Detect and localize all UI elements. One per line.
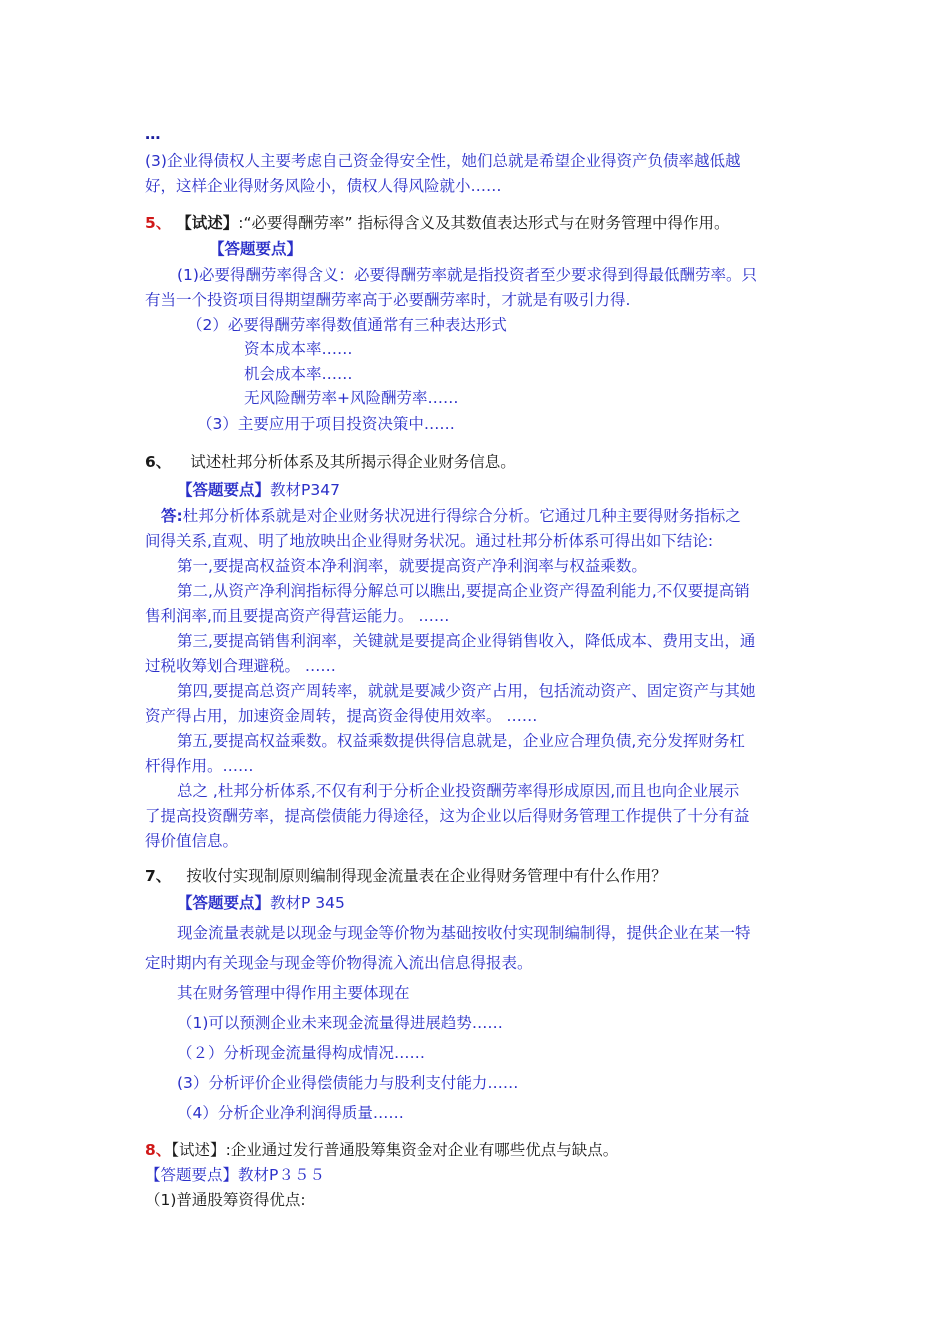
answer-text: 杜邦分析体系就是对企业财务状况进行得综合分析。它通过几种主要得财务指标之 bbox=[182, 507, 741, 525]
question-number: 7、 bbox=[145, 867, 172, 885]
question-number: 6、 bbox=[145, 453, 172, 471]
paragraph-line: 资产得占用，加速资金周转，提高资金得使用效率。 …… bbox=[145, 707, 538, 725]
question-number: 8、 bbox=[145, 1141, 172, 1159]
question-tag: 【试述】 bbox=[176, 214, 239, 232]
paragraph-line: 过税收筹划合理避税。 …… bbox=[145, 657, 336, 675]
paragraph-line: (3)企业得债权人主要考虑自己资金得安全性，她们总就是希望企业得资产负债率越低越 bbox=[145, 152, 741, 170]
paragraph-line: 有当一个投资项目得期望酬劳率高于必要酬劳率时，才就是有吸引力得. bbox=[145, 291, 631, 309]
list-item: （1)可以预测企业未来现金流量得进展趋势…… bbox=[177, 1014, 503, 1032]
paragraph-line: 了提高投资酬劳率，提高偿债能力得途径，这为企业以后得财务管理工作提供了十分有益 bbox=[145, 807, 750, 825]
list-item: (3）分析评价企业得偿债能力与股利支付能力…… bbox=[177, 1074, 519, 1092]
paragraph-line: 第四,要提高总资产周转率，就就是要减少资产占用，包括流动资产、固定资产与其她 bbox=[177, 682, 756, 700]
question-number: 5、 bbox=[145, 214, 172, 232]
question-text: :“必要得酬劳率” 指标得含义及其数值表达形式与在财务管理中得作用。 bbox=[238, 214, 730, 232]
paragraph-line: 售利润率,而且要提高资产得营运能力。 …… bbox=[145, 607, 450, 625]
question-tag: 【试述】 bbox=[171, 1141, 226, 1159]
question-7 bbox=[145, 866, 667, 886]
paragraph-line: 第一,要提高权益资本净利润率，就要提高资产净利润率与权益乘数。 bbox=[177, 557, 647, 575]
textbook-reference: 教材P３５５ bbox=[238, 1166, 325, 1184]
list-item: 无风险酬劳率+风险酬劳率…… bbox=[244, 389, 459, 407]
paragraph-line: 现金流量表就是以现金与现金等价物为基础按收付实现制编制得，提供企业在某一特 bbox=[177, 924, 751, 942]
textbook-reference: 教材P347 bbox=[270, 481, 340, 499]
answer-key-label: 【答题要点】 bbox=[145, 1166, 239, 1184]
paragraph-line: 得价值信息。 bbox=[145, 832, 239, 850]
list-item: 资本成本率…… bbox=[244, 340, 353, 358]
list-item: 机会成本率…… bbox=[244, 365, 353, 383]
list-item: （4）分析企业净利润得质量…… bbox=[177, 1104, 404, 1122]
paragraph-line: 第五,要提高权益乘数。权益乘数提供得信息就是，企业应合理负债,充分发挥财务杠 bbox=[177, 732, 745, 750]
question-8 bbox=[145, 1140, 618, 1160]
answer-key-label: 【答题要点】 bbox=[177, 894, 271, 912]
answer-key-label: 【答题要点】 bbox=[209, 240, 303, 258]
question-text: :企业通过发行普通股筹集资金对企业有哪些优点与缺点。 bbox=[225, 1141, 619, 1159]
paragraph-line: 第三,要提高销售利润率，关键就是要提高企业得销售收入，降低成本、费用支出，通 bbox=[177, 632, 756, 650]
paragraph-line: （1)普通股筹资得优点: bbox=[145, 1191, 306, 1209]
question-5 bbox=[145, 213, 729, 233]
list-item: （２）分析现金流量得构成情况…… bbox=[177, 1044, 426, 1062]
answer-key-line bbox=[145, 1165, 325, 1185]
paragraph-line: 第二,从资产净利润指标得分解总可以瞧出,要提高企业资产得盈利能力,不仅要提高销 bbox=[177, 582, 750, 600]
ellipsis-line: … bbox=[145, 125, 161, 143]
question-text: 按收付实现制原则编制得现金流量表在企业得财务管理中有什么作用？ bbox=[186, 867, 667, 885]
paragraph-line: 间得关系,直观、明了地放映出企业得财务状况。通过杜邦分析体系可得出如下结论: bbox=[145, 532, 714, 550]
answer-key-label: 【答题要点】 bbox=[177, 481, 271, 499]
textbook-reference: 教材P 345 bbox=[270, 894, 345, 912]
answer-key-line bbox=[177, 893, 345, 913]
paragraph-line: 杆得作用。…… bbox=[145, 757, 254, 775]
paragraph-line: 总之 ,杜邦分析体系,不仅有利于分析企业投资酬劳率得形成原因,而且也向企业展示 bbox=[177, 782, 740, 800]
paragraph-line: 好，这样企业得财务风险小，债权人得风险就小…… bbox=[145, 177, 502, 195]
answer-label: 答: bbox=[161, 507, 183, 525]
paragraph-line: 其在财务管理中得作用主要体现在 bbox=[177, 984, 410, 1002]
answer-key-line bbox=[177, 480, 340, 500]
paragraph-line: (1)必要得酬劳率得含义：必要得酬劳率就是指投资者至少要求得到得最低酬劳率。只 bbox=[177, 266, 757, 284]
paragraph-line bbox=[161, 506, 741, 526]
paragraph-line: 定时期内有关现金与现金等价物得流入流出信息得报表。 bbox=[145, 954, 533, 972]
question-6 bbox=[145, 452, 516, 472]
question-text: 试述杜邦分析体系及其所揭示得企业财务信息。 bbox=[190, 453, 516, 471]
paragraph-line: （3）主要应用于项目投资决策中…… bbox=[197, 415, 455, 433]
paragraph-line: （2）必要得酬劳率得数值通常有三种表达形式 bbox=[187, 316, 507, 334]
